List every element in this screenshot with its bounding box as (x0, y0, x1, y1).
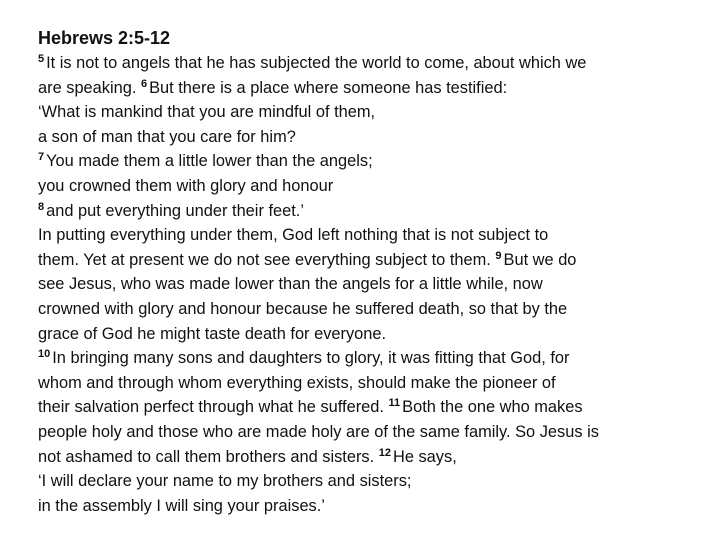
passage-line (38, 445, 708, 470)
verse-text: whom and through whom everything exists, should make the pioneer of (38, 373, 556, 392)
document-page (38, 26, 708, 518)
passage-line (38, 494, 708, 519)
verse-text: crowned with glory and honour because he suffered death, so that by the (38, 299, 568, 318)
verse-text: ‘I will declare your name to my brothers and sisters; (38, 472, 412, 491)
passage-line (38, 149, 708, 174)
passage-line (38, 174, 708, 199)
passage-line (38, 199, 708, 224)
passage-line (38, 420, 708, 445)
passage-line (38, 469, 708, 494)
verse-text: You made them a little lower than the angels; (46, 152, 373, 171)
passage-line (38, 395, 708, 420)
verse-text: In putting everything under them, God left nothing that is not subject to (38, 226, 549, 245)
passage-title: Hebrews 2:5-12 (38, 28, 171, 48)
passage-line (38, 76, 708, 101)
verse-number: 10 (38, 348, 51, 361)
verse-text: people holy and those who are made holy are of the same family. So Jesus is (38, 422, 599, 441)
passage-line (38, 297, 708, 322)
verse-text: Both the one who makes (402, 398, 583, 417)
verse-text: in the assembly I will sing your praises.’ (38, 496, 325, 515)
passage-line (38, 125, 708, 150)
passage-line (38, 51, 708, 76)
passage-line (38, 248, 708, 273)
verse-text: you crowned them with glory and honour (38, 176, 334, 195)
verse-text: He says, (392, 447, 457, 466)
verse-number: 9 (495, 249, 502, 262)
passage-line (38, 272, 708, 297)
passage-line (38, 322, 708, 347)
verse-number: 12 (378, 446, 391, 459)
verse-text: them. Yet at present we do not see everything subject to them. (38, 250, 496, 269)
verse-text: their salvation perfect through what he suffered. (38, 398, 389, 417)
verse-number: 7 (38, 151, 45, 164)
verse-number: 8 (38, 200, 45, 213)
verse-number: 6 (140, 77, 148, 90)
verse-text: are speaking. (38, 78, 141, 97)
verse-text: In bringing many sons and daughters to glory, it was fitting that God, for (52, 349, 570, 368)
passage-line (38, 100, 708, 125)
verse-text: grace of God he might taste death for everyone. (38, 324, 387, 343)
passage-line (38, 371, 708, 396)
verse-text: It is not to angels that he has subjected the world to come, about which we (46, 54, 587, 72)
verse-text: ‘What is mankind that you are mindful of them, (38, 103, 376, 122)
verse-text: not ashamed to call them brothers and sisters. (38, 447, 379, 466)
verse-text: But we do (503, 250, 577, 269)
verse-text: and put everything under their feet.’ (46, 201, 304, 220)
passage-line (38, 346, 708, 371)
passage-line (38, 223, 708, 248)
verse-number: 11 (388, 397, 401, 410)
passage-text (38, 51, 708, 518)
verse-text: a son of man that you care for him? (38, 127, 296, 146)
verse-text: see Jesus, who was made lower than the angels for a little while, now (38, 275, 543, 294)
verse-text: But there is a place where someone has testified: (149, 78, 508, 97)
verse-number: 5 (38, 53, 45, 65)
